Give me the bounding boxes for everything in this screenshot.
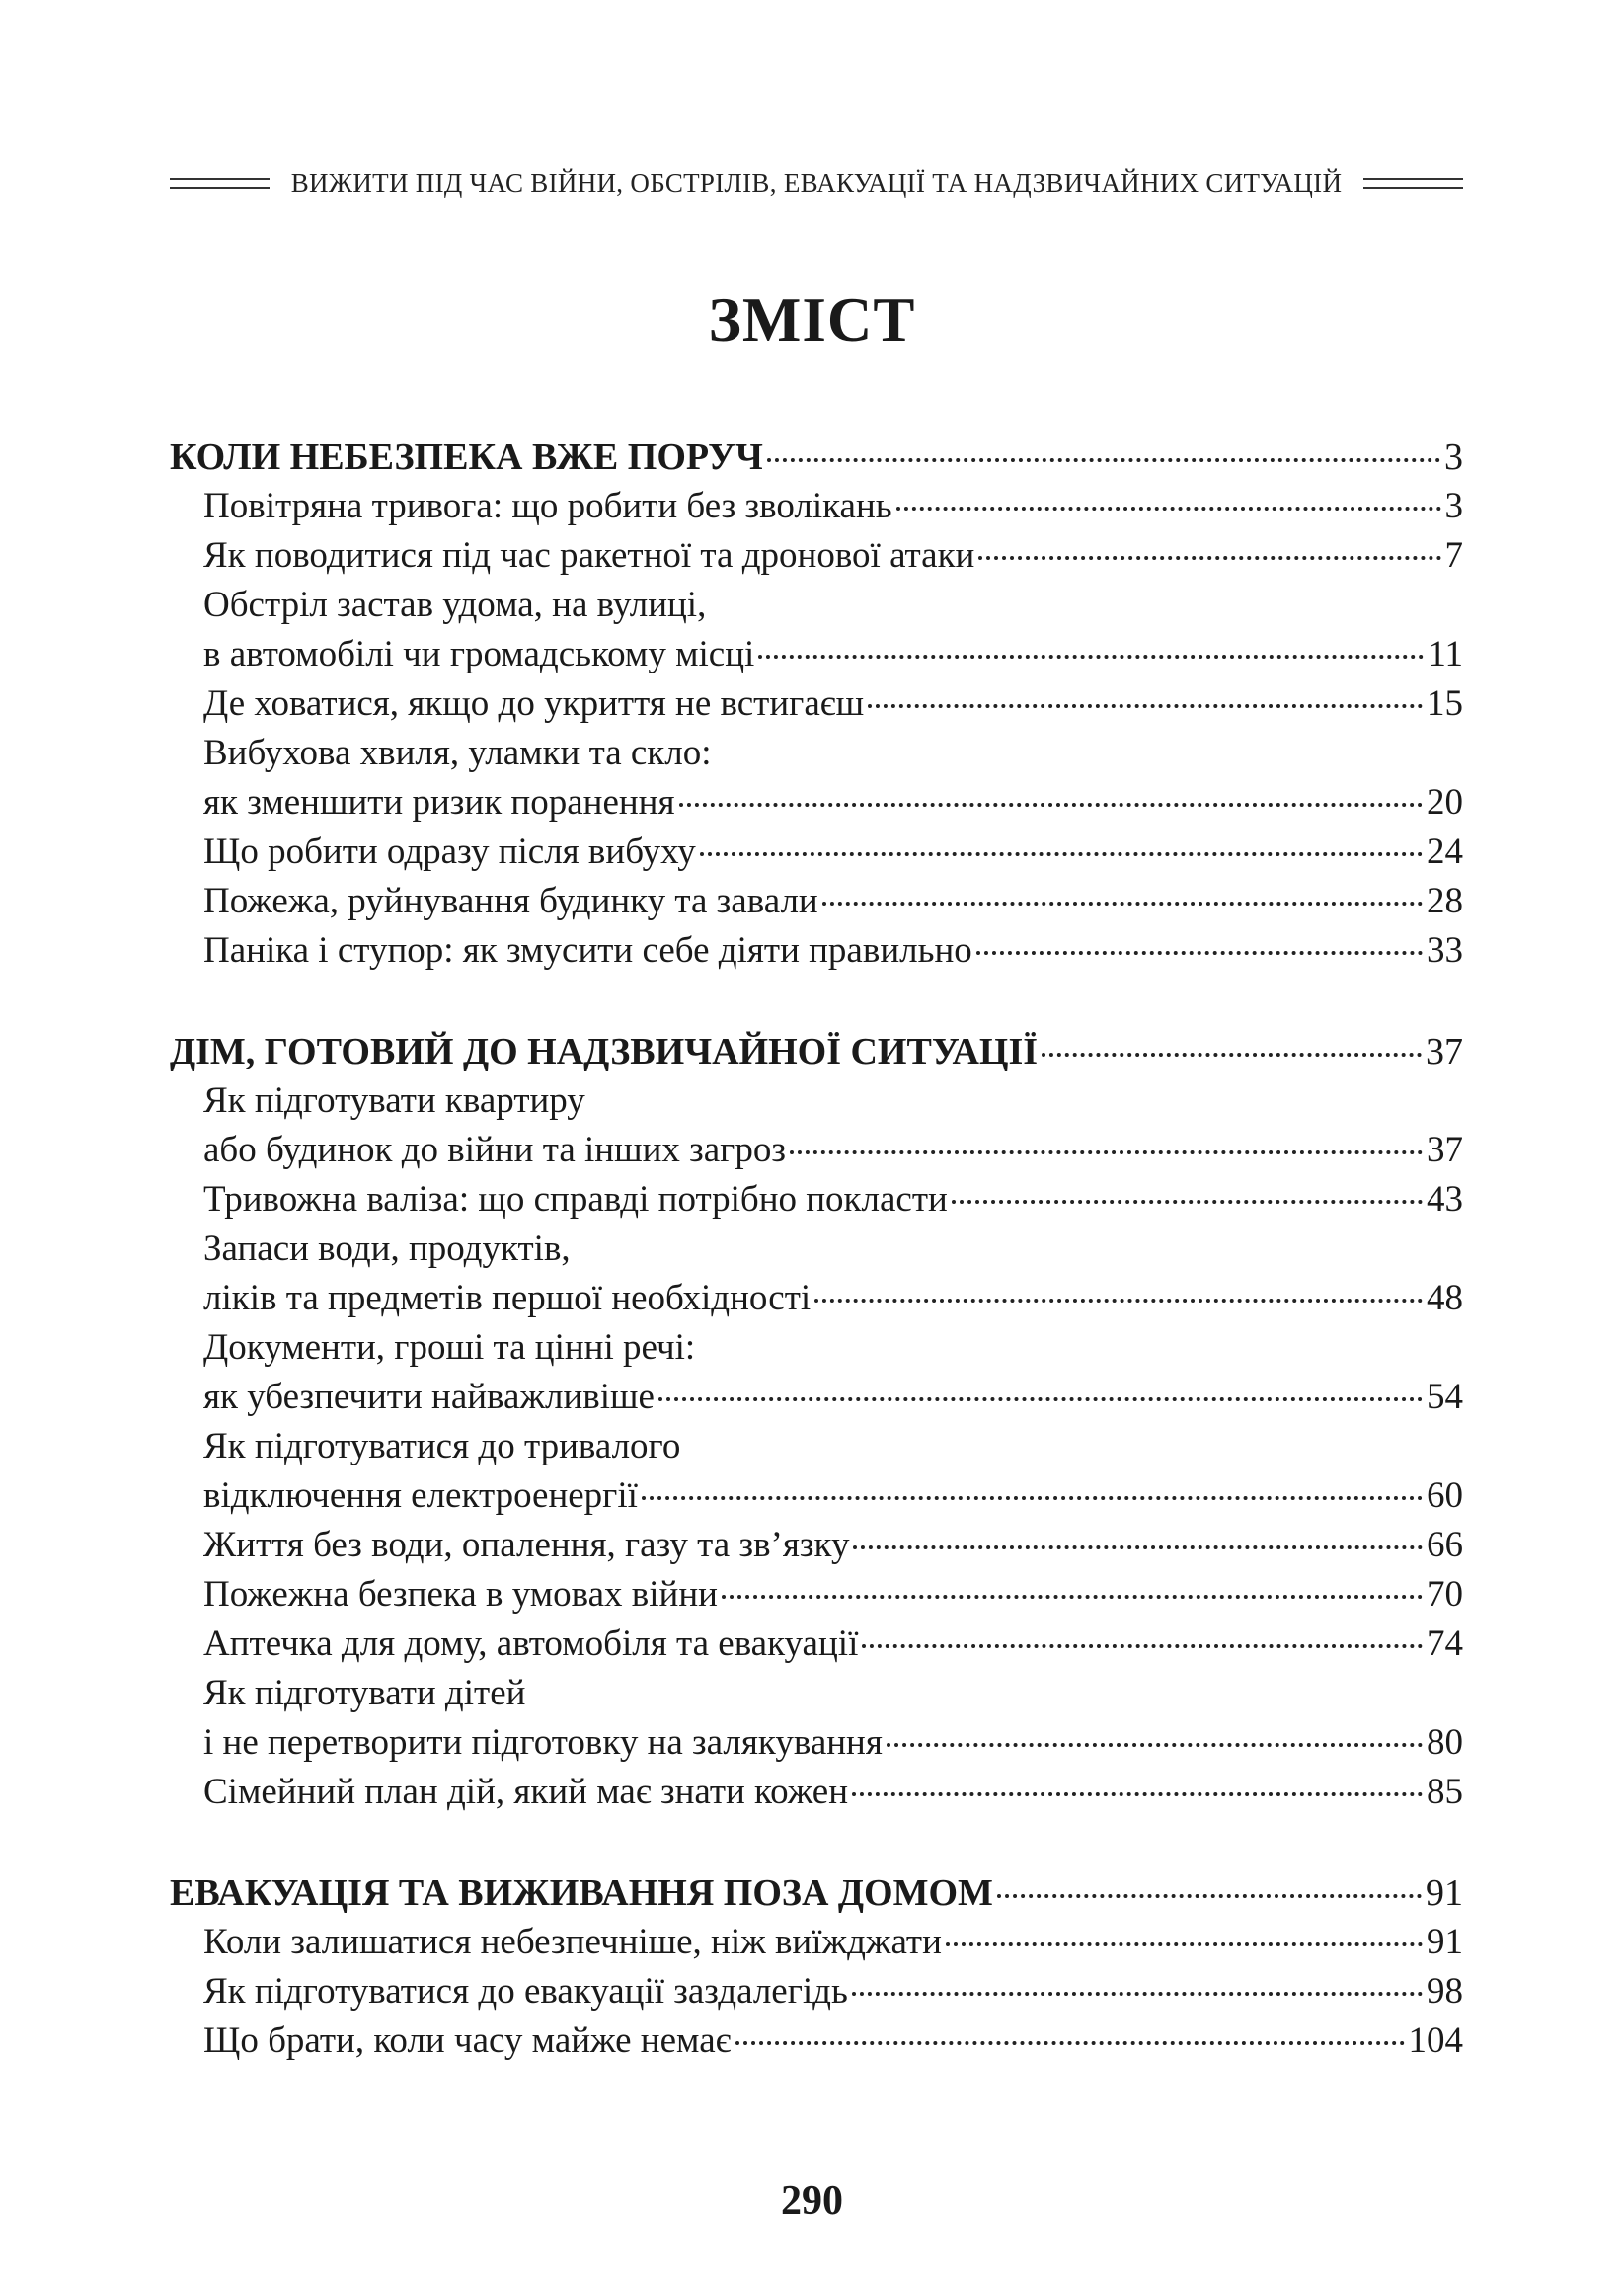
toc-entry-label: Сімейний план дій, який має знати кожен [203,1772,849,1812]
toc-entry-page: 24 [1427,831,1463,872]
toc-entry [170,1620,1463,1669]
dot-leader [852,1992,1423,1996]
toc-entry [170,1373,1463,1422]
toc-entry-label: ліків та предметів першої необхідності [203,1278,812,1318]
dot-leader [700,852,1423,856]
toc-entry-label: і не перетворити підготовку на залякування [203,1722,883,1763]
toc-title: ЗМІСТ [708,285,916,355]
toc-entry-page: 48 [1427,1278,1463,1318]
dot-leader [868,704,1423,708]
dot-leader [952,1200,1423,1204]
toc-entry [170,1570,1463,1620]
dot-leader [790,1150,1423,1154]
toc-entry [170,1471,1463,1521]
toc-entry-line: Запаси води, продуктів, [203,1228,571,1269]
toc-entry-label: Як поводитися під час ракетної та дронової атаки [203,535,975,576]
dot-leader [722,1595,1423,1599]
toc-entry [170,482,1463,531]
table-of-contents [170,433,1463,2117]
toc-entry [170,1175,1463,1225]
toc-entry [170,778,1463,828]
toc-entry-label: як убезпечити найважливіше [203,1377,655,1417]
toc-entry [170,531,1463,581]
section-heading-label: ЕВАКУАЦІЯ ТА ВИЖИВАННЯ ПОЗА ДОМОМ [170,1872,993,1914]
toc-entry-label: в автомобілі чи громадському місці [203,634,755,674]
toc-entry [170,1718,1463,1768]
dot-leader [679,803,1424,807]
toc-entry-label: Як підготуватися до евакуації заздалегідь [203,1971,848,2012]
toc-entry-line: Як підготуватися до тривалого [203,1426,681,1466]
toc-entry-page: 91 [1427,1922,1463,1962]
toc-entry-page: 70 [1427,1574,1463,1615]
dot-leader [853,1545,1423,1549]
toc-entry-label: або будинок до війни та інших загроз [203,1130,786,1170]
toc-entry [170,1768,1463,1817]
toc-entry-page: 33 [1427,930,1463,971]
section-heading-label: КОЛИ НЕБЕЗПЕКА ВЖЕ ПОРУЧ [170,436,763,478]
dot-leader [814,1299,1423,1303]
dot-leader [852,1792,1423,1796]
toc-entry-label: Паніка і ступор: як змусити себе діяти правильно [203,930,972,971]
toc-entry-page: 74 [1427,1623,1463,1664]
toc-entry-label: Що брати, коли часу майже немає [203,2020,732,2061]
section-heading [170,1027,1463,1076]
toc-entry-line: Як підготувати дітей [203,1673,526,1713]
toc-entry-label: Тривожна валіза: що справді потрібно покласти [203,1179,948,1220]
dot-leader [978,556,1440,560]
toc-entry [170,1274,1463,1323]
running-header [170,168,1463,198]
toc-entry-label: Що робити одразу після вибуху [203,831,696,872]
section-heading-page: 37 [1426,1031,1463,1072]
toc-entry-page: 104 [1408,2020,1463,2061]
toc-entry-label: Пожежна безпека в умовах війни [203,1574,718,1615]
toc-entry [170,1521,1463,1570]
section-heading-page: 3 [1444,436,1463,478]
dot-leader [946,1942,1423,1946]
dot-leader [1042,1053,1422,1057]
toc-entry-label: відключення електроенергії [203,1475,638,1516]
toc-entry-label: Де ховатися, якщо до укриття не встигаєш [203,683,865,724]
toc-entry-page: 98 [1427,1971,1463,2012]
toc-entry-label: Коли залишатися небезпечніше, ніж виїжджати [203,1922,942,1962]
toc-entry-label: Пожежа, руйнування будинку та завали [203,881,818,921]
toc-entry-line: Вибухова хвиля, уламки та скло: [203,733,712,773]
toc-section [170,1868,1463,2066]
dot-leader [822,902,1423,906]
toc-entry-page: 54 [1427,1377,1463,1417]
toc-entry [170,1967,1463,2017]
toc-entry-label: Аптечка для дому, автомобіля та евакуації [203,1623,859,1664]
toc-entry-page: 3 [1444,486,1463,526]
header-rule-right [1363,178,1463,189]
dot-leader [642,1496,1423,1500]
toc-entry-page: 37 [1427,1130,1463,1170]
dot-leader [658,1397,1423,1401]
toc-entry-page: 20 [1427,782,1463,823]
toc-entry [170,630,1463,679]
dot-leader [976,951,1423,955]
toc-entry-page: 28 [1427,881,1463,921]
toc-entry-line: Документи, гроші та цінні речі: [203,1327,696,1368]
section-heading [170,1868,1463,1918]
toc-entry-page: 7 [1444,535,1463,576]
toc-entry [170,2017,1463,2066]
toc-entry-label: Життя без води, опалення, газу та зв’язку [203,1525,850,1565]
toc-entry-page: 15 [1427,683,1463,724]
section-heading-label: ДІМ, ГОТОВИЙ ДО НАДЗВИЧАЙНОЇ СИТУАЦІЇ [170,1031,1039,1072]
toc-entry-page: 85 [1427,1772,1463,1812]
toc-entry [170,926,1463,976]
toc-entry-line: Обстріл застав удома, на вулиці, [203,585,707,625]
toc-entry-label: як зменшити ризик поранення [203,782,675,823]
section-heading [170,433,1463,482]
toc-entry-page: 66 [1427,1525,1463,1565]
toc-entry-page: 11 [1428,634,1463,674]
dot-leader [735,2041,1405,2045]
toc-section [170,433,1463,976]
toc-entry [170,1126,1463,1175]
dot-leader [887,1743,1423,1747]
dot-leader [896,507,1441,511]
toc-section [170,1027,1463,1817]
toc-entry [170,679,1463,729]
toc-entry-line: Як підготувати квартиру [203,1080,585,1121]
toc-entry-page: 80 [1427,1722,1463,1763]
toc-entry [170,877,1463,926]
section-heading-page: 91 [1426,1872,1463,1914]
toc-entry [170,1918,1463,1967]
dot-leader [862,1644,1423,1648]
dot-leader [767,458,1440,462]
toc-entry-page: 43 [1427,1179,1463,1220]
toc-entry-page: 60 [1427,1475,1463,1516]
dot-leader [758,655,1424,659]
toc-entry [170,828,1463,877]
page-number: 290 [781,2178,843,2224]
header-rule-left [170,178,270,189]
toc-entry-label: Повітряна тривога: що робити без зволікань [203,486,892,526]
running-header-title: ВИЖИТИ ПІД ЧАС ВІЙНИ, ОБСТРІЛІВ, ЕВАКУАЦІЇ ТА НАДЗВИЧАЙНИХ СИТУАЦІЙ [290,168,1343,198]
dot-leader [997,1894,1422,1898]
